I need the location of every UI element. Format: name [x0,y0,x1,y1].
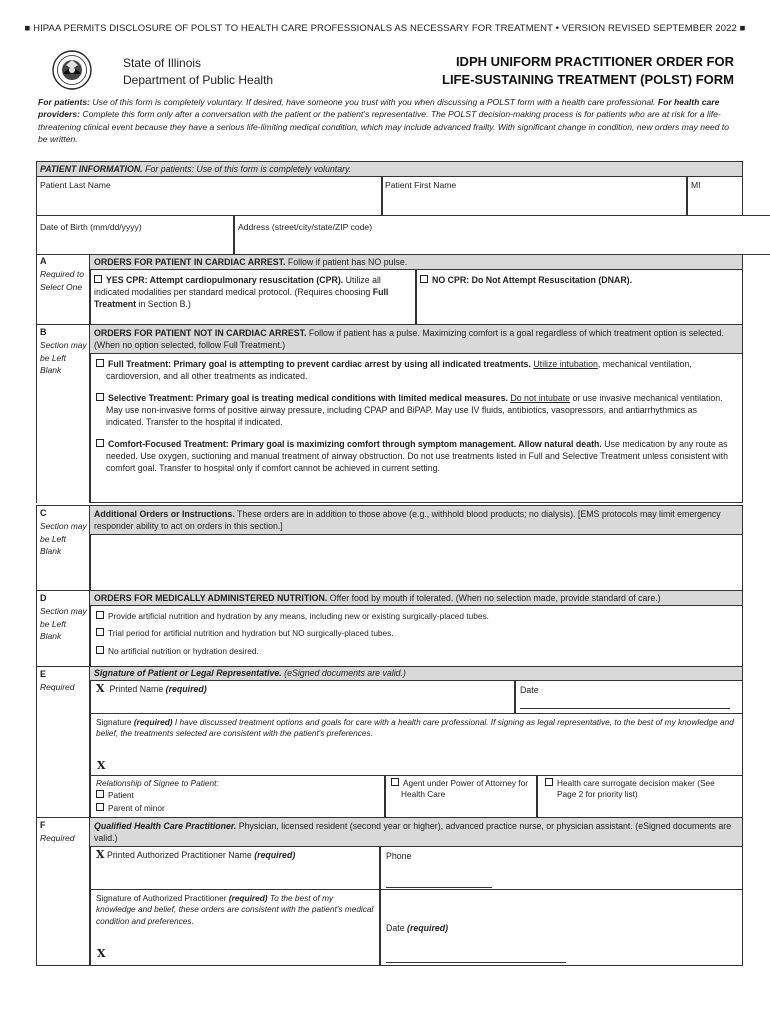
signee-printed-required: (required) [165,684,207,694]
nutrition-option-1-checkbox[interactable] [96,611,104,619]
signee-date-field[interactable] [514,680,743,714]
section-f-sidebar [36,817,91,966]
patient-info-header [36,161,743,177]
practitioner-name-field[interactable] [89,846,381,890]
nutrition-option-3-text: No artificial nutrition or hydration desired. [108,645,259,656]
yes-cpr-option[interactable] [89,269,417,325]
additional-orders-field[interactable] [89,534,743,591]
section-a-requirement: Required to Select One [40,269,84,292]
full-treatment-checkbox[interactable] [96,359,104,367]
signee-sig-label: Signature [96,717,134,727]
signee-sig-required: (required) [133,717,173,727]
practitioner-signature-field[interactable] [89,889,381,966]
section-b-options [89,353,743,503]
selective-treatment-option[interactable] [90,382,742,428]
agent-checkbox[interactable] [391,778,399,786]
no-cpr-bold: NO CPR: Do Not Attempt Resuscitation (DNAR). [432,275,633,285]
comfort-treatment-option[interactable] [90,428,742,474]
yes-cpr-full: Full Treatment [94,287,389,309]
section-a-letter: A [40,256,47,266]
section-a-header [89,254,743,270]
practitioner-printed-label: Printed Authorized Practitioner Name [107,850,255,860]
section-e-letter: E [40,669,47,679]
relationship-parent-text: Parent of minor [108,802,165,813]
relationship-parent-option[interactable] [90,802,385,814]
intro-providers-label: For health care providers: [38,97,720,120]
selective-treatment-text: or use invasive mechanical ventilation. May use non-invasive forms of positive airway pressure, including CPAP and BiPAP. May use IV fluids, antibiotics, vasopressors, and antiarrhythmics as indicated. Transfer to the hospital if indicated. [106,393,723,427]
section-f-header-text: Physician, licensed resident (second year or higher), advanced practice nurse, or physician assistant. (eSigned documents are valid.) [94,821,732,843]
illinois-state-seal-icon [52,50,92,90]
section-c-header-bold: Additional Orders or Instructions. [94,509,235,519]
yes-cpr-text: Utilize all indicated modalities per standard medical protocol. (Requires choosing [94,275,381,297]
section-a-sidebar [36,254,91,324]
agency-state: State of Illinois [123,56,202,70]
section-b-requirement: Section may be Left Blank [40,340,87,375]
section-b-header [89,324,743,354]
practitioner-date-field[interactable] [379,889,743,966]
intro-providers-text: Complete this form only after a conversation with the patient or the patient's representative. The POLST decision-making process is for patients who are at risk for a life-threatening clinical event because they have a serious life-limiting medical condition, which may include advanced frailty. With significant change in condition, new orders may need to be written. [38,109,729,145]
relationship-patient-text: Patient [108,790,134,801]
surrogate-text: Health care surrogate decision maker (See Page 2 for priority list) [557,778,715,800]
form-title-line2: LIFE-SUSTAINING TREATMENT (POLST) FORM [442,72,734,87]
practitioner-printed-required: (required) [254,850,296,860]
patient-last-name-label: Patient Last Name [40,180,111,190]
section-e-sidebar [36,666,91,817]
no-cpr-checkbox[interactable] [420,275,428,283]
patient-last-name-field[interactable] [36,176,383,216]
yes-cpr-checkbox[interactable] [94,275,102,283]
section-e-header-text: (eSigned documents are valid.) [281,668,406,678]
section-d-requirement: Section may be Left Blank [40,606,87,641]
signee-printed-label: Printed Name [109,684,166,694]
section-c-requirement: Section may be Left Blank [40,521,87,556]
section-c-header-text: These orders are in addition to those above (e.g., withhold blood products; no dialysis). [EMS protocols may limit emergency responder ability to act on orders in this section.] [94,509,721,531]
nutrition-option-2-text: Trial period for artificial nutrition and hydration but NO surgically-placed tubes. [108,628,394,639]
full-treatment-underline: Utilize intubation [533,359,598,369]
relationship-patient-option[interactable] [90,789,385,801]
section-f-letter: F [40,820,46,830]
patient-info-header-bold: PATIENT INFORMATION. [40,164,143,174]
section-a-header-text: Follow if patient has NO pulse. [285,257,408,267]
signee-date-label: Date [520,685,539,695]
full-treatment-bold: Full Treatment: Primary goal is attempting to prevent cardiac arrest by using all indicated treatments. [108,359,531,369]
practitioner-x-mark: X [96,848,105,861]
address-label: Address (street/city/state/ZIP code) [238,222,373,232]
relationship-field [89,775,386,818]
practitioner-phone-field[interactable] [379,846,743,890]
dob-label: Date of Birth (mm/dd/yyyy) [40,222,142,232]
nutrition-option-3[interactable] [90,640,742,657]
practitioner-sig-x-mark: X [97,947,106,960]
selective-treatment-checkbox[interactable] [96,393,104,401]
intro-paragraph [38,96,738,146]
comfort-treatment-text: Use medication by any route as needed. Use oxygen, suctioning and manual treatment of airway obstruction. Do not use treatments listed in Full and Selective Treatment unless consistent with comfort goal. Transfer to hospital only if comfort cannot be achieved in current setting. [106,439,728,473]
section-d-header-text: Offer food by mouth if tolerated. (When no selection made, provide standard of care.) [327,593,661,603]
practitioner-date-label: Date [386,923,408,933]
relationship-patient-checkbox[interactable] [96,790,104,798]
section-d-header [89,590,743,606]
agency-name [123,55,273,89]
full-treatment-text: , mechanical ventilation, cardioversion, and all other treatments as indicated. [106,359,692,381]
yes-cpr-bold: YES CPR: Attempt cardiopulmonary resuscitation (CPR). [106,275,344,285]
nutrition-option-2-checkbox[interactable] [96,628,104,636]
intro-patients-text: Use of this form is completely voluntary. If desired, have someone you trust with you when discussing a POLST form with a health care professional. [90,97,658,107]
section-b-header-bold: ORDERS FOR PATIENT NOT IN CARDIAC ARREST. [94,328,307,338]
section-d-sidebar [36,590,91,667]
dob-field[interactable] [36,215,235,255]
signee-printed-name-field[interactable] [89,680,516,714]
signee-sig-x-mark: X [97,759,106,772]
section-c-header [89,505,743,535]
section-f-header-bold: Qualified Health Care Practitioner. [94,821,237,831]
practitioner-date-required: (required) [407,923,449,933]
relationship-parent-checkbox[interactable] [96,803,104,811]
signee-sig-text: I have discussed treatment options and goals for care with a health care professional. If signing as legal representative, to the best of my knowledge and belief, the treatments selected are consistent with the patient's preferences. [96,717,734,739]
patient-mi-field[interactable] [686,176,743,216]
practitioner-sig-text: To the best of my knowledge and belief, these orders are consistent with the patient's medical condition and preferences. [96,893,374,926]
nutrition-option-2[interactable] [90,622,742,639]
section-e-header [89,666,743,681]
patient-mi-label: MI [691,180,701,190]
practitioner-date-line [386,962,566,963]
nutrition-option-1[interactable] [90,606,742,622]
section-d-letter: D [40,593,47,603]
section-b-sidebar [36,324,91,503]
nutrition-option-3-checkbox[interactable] [96,646,104,654]
patient-first-name-label: Patient First Name [385,180,457,190]
section-d-header-bold: ORDERS FOR MEDICALLY ADMINISTERED NUTRITION. [94,593,328,603]
selective-treatment-underline: Do not intubate [510,393,571,403]
agent-option[interactable] [384,775,538,818]
address-field[interactable] [233,215,770,255]
section-f-requirement: Required [40,833,75,843]
practitioner-phone-label: Phone [386,851,412,861]
form-title [442,53,734,89]
section-c-letter: C [40,508,47,518]
nutrition-option-1-text: Provide artificial nutrition and hydration by any means, including new or existing surgically-placed tubes. [108,611,489,621]
agency-department: Department of Public Health [123,73,274,87]
no-cpr-option[interactable] [415,269,743,325]
signee-date-line [520,708,730,709]
section-b-letter: B [40,327,47,337]
comfort-treatment-checkbox[interactable] [96,439,104,447]
practitioner-phone-line [386,887,492,888]
section-a-header-bold: ORDERS FOR PATIENT IN CARDIAC ARREST. [94,257,286,267]
intro-patients-label: For patients: [38,97,91,107]
agent-text: Agent under Power of Attorney for Health Care [401,778,528,800]
section-b-header-text: Follow if patient has a pulse. Maximizing comfort is a goal regardless of which treatment option is selected. (When no option selected, follow Full Treatment.) [94,328,724,350]
form-title-line1: IDPH UNIFORM PRACTITIONER ORDER FOR [455,54,734,69]
section-e-requirement: Required [40,682,75,692]
surrogate-option[interactable] [536,775,743,818]
surrogate-checkbox[interactable] [545,778,553,786]
section-e-header-bold: Signature of Patient or Legal Representative. [94,668,282,678]
hipaa-banner: ■ HIPAA PERMITS DISCLOSURE OF POLST TO HEALTH CARE PROFESSIONALS AS NECESSARY FOR TREATMENT • VERSION REVISED SEPTEMBER 2022 ■ [24,23,746,34]
full-treatment-option[interactable] [90,354,742,382]
signee-x-mark: X [96,682,105,695]
yes-cpr-end: in Section B.) [136,299,191,309]
practitioner-sig-required: (required) [228,893,268,903]
signee-signature-field[interactable] [89,713,743,776]
section-f-header [89,817,743,847]
practitioner-sig-label: Signature of Authorized Practitioner [96,893,229,903]
selective-treatment-bold: Selective Treatment: Primary goal is treating medical conditions with limited medical measures. [108,393,508,403]
patient-info-header-text: For patients: Use of this form is completely voluntary. [142,164,352,174]
patient-first-name-field[interactable] [381,176,688,216]
section-d-options [89,605,743,667]
relationship-label: Relationship of Signee to Patient: [96,778,219,788]
section-c-sidebar [36,505,91,591]
comfort-treatment-bold: Comfort-Focused Treatment: Primary goal is maximizing comfort through symptom management. Allow natural death. [108,439,602,449]
